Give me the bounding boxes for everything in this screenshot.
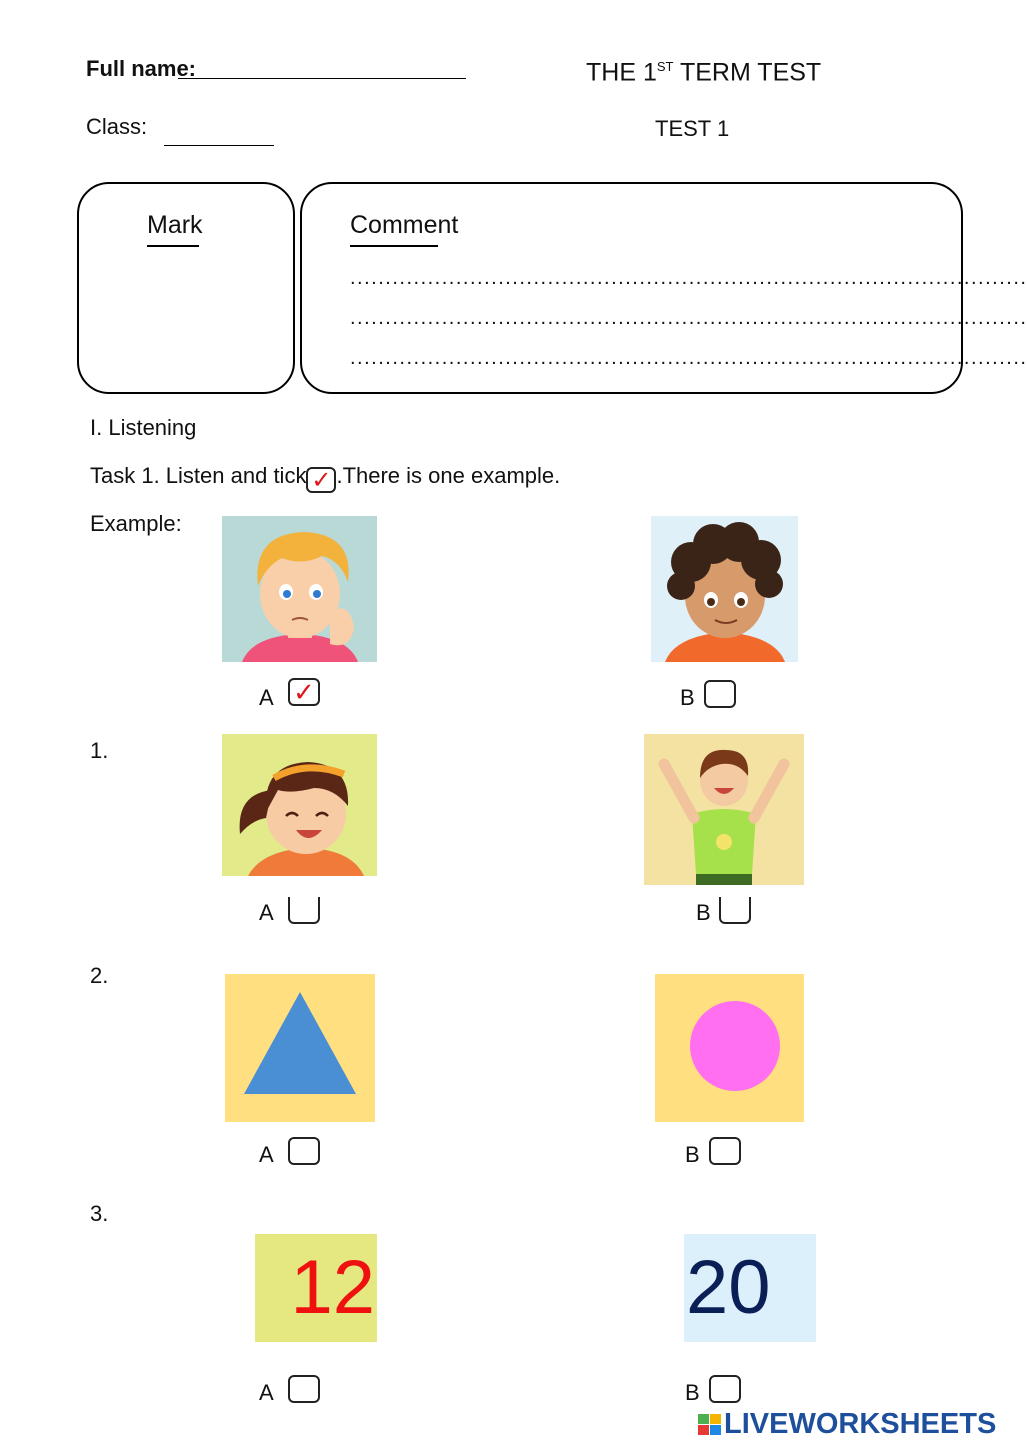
circle-card [655,974,804,1122]
cheering-boy-image [644,734,804,885]
test-number: TEST 1 [655,116,730,141]
full-name-field[interactable] [178,78,466,79]
circle-shape [690,1001,780,1091]
curly-boy-image [651,516,798,662]
number-12-card [255,1234,377,1342]
comment-line[interactable]: ................................................................................................ [350,307,1027,329]
option-a-checkbox[interactable] [288,1137,320,1165]
option-a-label: A [259,685,274,710]
logo-icon [698,1414,722,1436]
mark-label: Mark [147,211,203,239]
option-a-checkbox[interactable] [288,1375,320,1403]
tick-sample-box [306,467,336,493]
option-b-checkbox[interactable] [704,680,736,708]
number-12-text: 12 [290,1245,375,1330]
option-a-checkbox[interactable] [288,678,320,706]
option-a-checkbox[interactable] [288,897,320,924]
option-b-checkbox[interactable] [709,1375,741,1403]
full-name-label: Full name: [86,56,197,81]
test-title-suffix: TERM TEST [673,58,822,87]
class-label: Class: [86,114,148,139]
option-a-label: A [259,1142,274,1167]
triangle-card [225,974,375,1122]
tick-icon: ✓ [293,677,315,707]
comment-label: Comment [350,211,459,239]
test-title [586,54,821,85]
option-b-checkbox[interactable] [719,897,751,924]
option-a-label: A [259,1380,274,1405]
test-title-sup: ST [656,59,674,74]
task-text-before: Task 1. Listen and tick [90,463,307,488]
liveworksheets-logo [698,1408,997,1440]
question-label: Example: [90,511,182,536]
happy-girl-image [222,734,377,876]
test-title-prefix: THE 1 [586,58,657,87]
task-instruction [90,463,560,493]
triangle-shape [244,992,356,1094]
question-label: 1. [90,738,109,763]
logo-text: LIVEWORKSHEETS [724,1408,997,1440]
number-20-text: 20 [686,1245,771,1330]
comment-line[interactable]: ................................................................................................ [350,347,1027,369]
option-b-label: B [696,900,711,925]
option-b-label: B [680,685,695,710]
section-title: I. Listening [90,415,197,440]
question-label: 2. [90,963,109,988]
number-20-card [684,1234,816,1342]
comment-label-underline [350,245,438,247]
worried-boy-image [222,516,377,662]
option-b-label: B [685,1142,700,1167]
mark-label-underline [147,245,199,247]
option-b-checkbox[interactable] [709,1137,741,1165]
comment-line[interactable]: ................................................................................................ [350,267,1027,289]
question-label: 3. [90,1201,109,1226]
task-text-after: .There is one example. [336,463,561,488]
option-b-label: B [685,1380,700,1405]
class-field[interactable] [164,145,274,146]
option-a-label: A [259,900,274,925]
tick-icon: ✓ [311,467,332,494]
